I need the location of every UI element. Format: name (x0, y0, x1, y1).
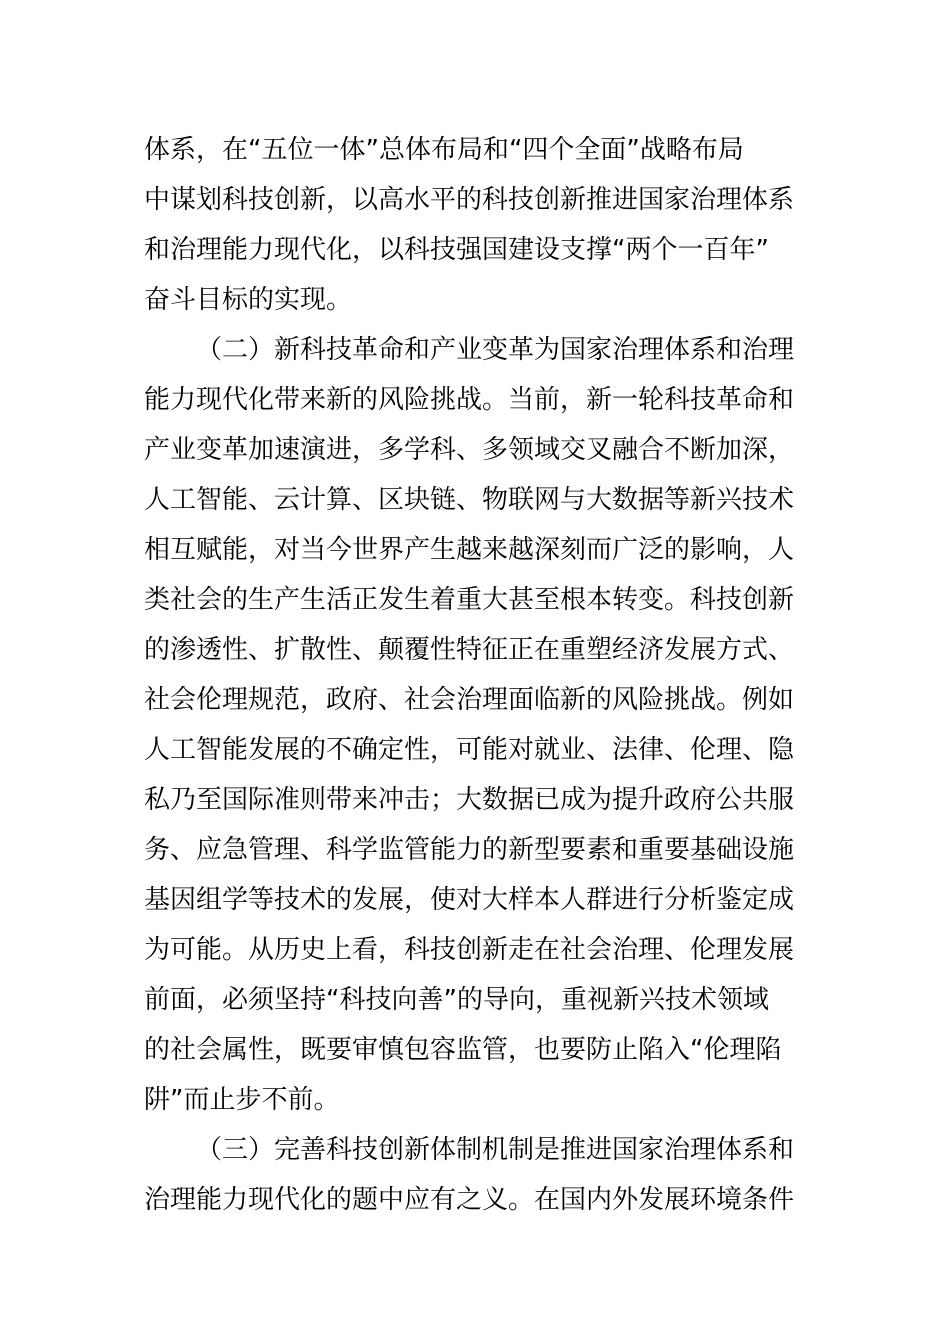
text-line-22: 治理能力现代化的题中应有之义。在国内外发展环境条件 (144, 1185, 795, 1215)
text-line-12: 社会伦理规范，政府、社会治理面临新的风险挑战。例如 (144, 685, 795, 715)
text-line-6: 能力现代化带来新的风险挑战。当前，新一轮科技革命和 (144, 385, 795, 415)
text-line-5: （二）新科技革命和产业变革为国家治理体系和治理 (196, 335, 795, 365)
text-line-10: 类社会的生产生活正发生着重大甚至根本转变。科技创新 (144, 585, 795, 615)
text-line-1: 体系，在“五位一体”总体布局和“四个全面”战略布局 (144, 135, 744, 165)
text-line-14: 私乃至国际准则带来冲击；大数据已成为提升政府公共服 (144, 785, 795, 815)
text-line-18: 前面，必须坚持“科技向善”的导向，重视新兴技术领域 (144, 985, 769, 1015)
text-line-20: 阱”而止步不前。 (144, 1085, 340, 1115)
text-line-15: 务、应急管理、科学监管能力的新型要素和重要基础设施 (144, 835, 795, 865)
text-line-8: 人工智能、云计算、区块链、物联网与大数据等新兴技术 (144, 485, 795, 515)
text-line-16: 基因组学等技术的发展，使对大样本人群进行分析鉴定成 (144, 885, 795, 915)
text-line-19: 的社会属性，既要审慎包容监管，也要防止陷入“伦理陷 (144, 1035, 782, 1065)
text-line-11: 的渗透性、扩散性、颠覆性特征正在重塑经济发展方式、 (144, 635, 795, 665)
text-line-9: 相互赋能，对当今世界产生越来越深刻而广泛的影响，人 (144, 535, 795, 565)
text-line-3: 和治理能力现代化，以科技强国建设支撑“两个一百年” (144, 235, 769, 265)
text-line-17: 为可能。从历史上看，科技创新走在社会治理、伦理发展 (144, 935, 795, 965)
text-line-2: 中谋划科技创新，以高水平的科技创新推进国家治理体系 (144, 185, 795, 215)
text-line-13: 人工智能发展的不确定性，可能对就业、法律、伦理、隐 (144, 735, 795, 765)
text-line-4: 奋斗目标的实现。 (144, 285, 353, 315)
text-line-7: 产业变革加速演进，多学科、多领域交叉融合不断加深， (144, 435, 795, 465)
text-line-21: （三）完善科技创新体制机制是推进国家治理体系和 (196, 1135, 795, 1165)
